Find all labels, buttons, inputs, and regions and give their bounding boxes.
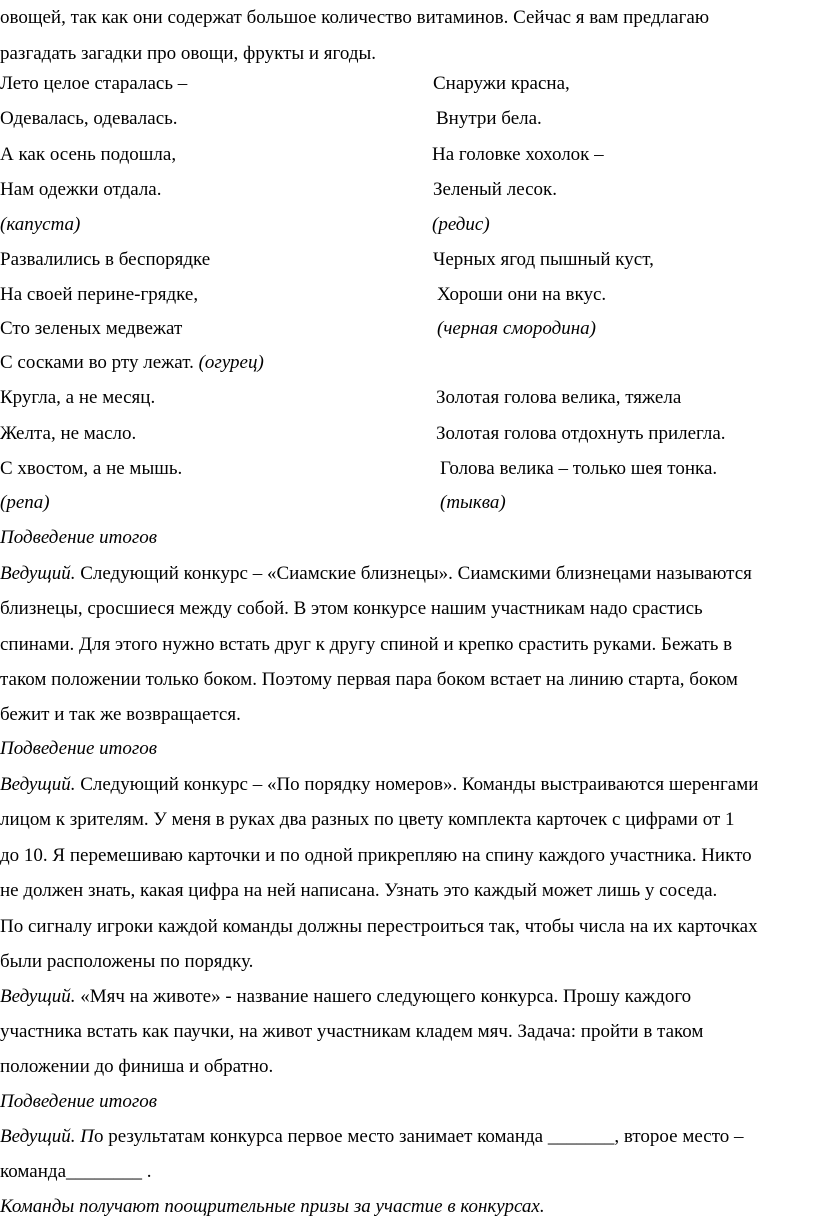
host-label: Ведущий. (0, 986, 76, 1007)
closing-line: Команды получают поощрительные призы за участие в конкурсах. (0, 1196, 545, 1217)
contest2-line: лицом к зрителям. У меня в руках два разных по цвету комплекта карточек с цифрами от 1 (0, 809, 735, 830)
riddle-answer-row: (репа) (тыква) (0, 492, 506, 513)
riddle-row: С хвостом, а не мышь. Голова велика – только шея тонка. (0, 458, 718, 479)
contest1-line: близнецы, сросшиеся между собой. В этом конкурсе нашим участникам надо срастись (0, 598, 703, 619)
intro-line-1: овощей, так как они содержат большое количество витаминов. Сейчас я вам предлагаю (0, 7, 710, 28)
contest2-line: По сигналу игроки каждой команды должны перестроиться так, чтобы числа на их карточках (0, 916, 758, 937)
contest2-line: до 10. Я перемешиваю карточки и по одной прикрепляю на спину каждого участника. Никто (0, 845, 752, 866)
riddle-row: На своей перине-грядке, Хороши они на вкус. (0, 284, 607, 305)
host-label: Ведущий. (0, 563, 76, 584)
contest1-line: бежит и так же возвращается. (0, 704, 241, 725)
contest2-line: Ведущий. Следующий конкурс – «По порядку номеров». Команды выстраиваются шеренгами (0, 774, 759, 795)
contest2-line: не должен знать, какая цифра на ней написана. Узнать это каждый может лишь у соседа. (0, 880, 718, 901)
riddle-row: Желта, не масло. Золотая голова отдохнуть прилегла. (0, 423, 726, 444)
riddle-row: Нам одежки отдала. Зеленый лесок. (0, 179, 558, 200)
riddle-row: Лето целое старалась – Снаружи красна, (0, 73, 570, 94)
contest1-line: таком положении только боком. Поэтому первая пара боком встает на линию старта, боком (0, 669, 738, 690)
contest1-line: Ведущий. Следующий конкурс – «Сиамские близнецы». Сиамскими близнецами называются (0, 563, 752, 584)
intro-line-2: разгадать загадки про овощи, фрукты и ягоды. (0, 43, 377, 64)
riddle-row: А как осень подошла, На головке хохолок – (0, 144, 604, 165)
host-label: Ведущий. П (0, 1126, 94, 1147)
riddle-row: С сосками во рту лежат. (огурец) (0, 352, 264, 373)
riddle-row: Кругла, а не месяц. Золотая голова велика, тяжела (0, 387, 682, 408)
summary-heading: Подведение итогов (0, 527, 158, 548)
riddle-answer-row: (капуста) (редис) (0, 214, 490, 235)
host-label: Ведущий. (0, 774, 76, 795)
contest2-line: были расположены по порядку. (0, 951, 254, 972)
riddle-row: Одевалась, одевалась. Внутри бела. (0, 108, 542, 129)
riddle-row: Сто зеленых медвежат (черная смородина) (0, 318, 597, 339)
summary-heading: Подведение итогов (0, 1091, 158, 1112)
summary-heading: Подведение итогов (0, 738, 158, 759)
contest3-line: участника встать как паучки, на живот участникам кладем мяч. Задача: пройти в таком (0, 1021, 704, 1042)
final-line: Ведущий. По результатам конкурса первое место занимает команда _______, второе место – (0, 1126, 744, 1147)
contest3-line: положении до финиша и обратно. (0, 1056, 274, 1077)
contest3-line: Ведущий. «Мяч на животе» - название нашего следующего конкурса. Прошу каждого (0, 986, 692, 1007)
riddle-row: Развалились в беспорядке Черных ягод пышный куст, (0, 249, 654, 270)
contest1-line: спинами. Для этого нужно встать друг к другу спиной и крепко срастить руками. Бежать в (0, 634, 733, 655)
final-line: команда________ . (0, 1161, 152, 1182)
